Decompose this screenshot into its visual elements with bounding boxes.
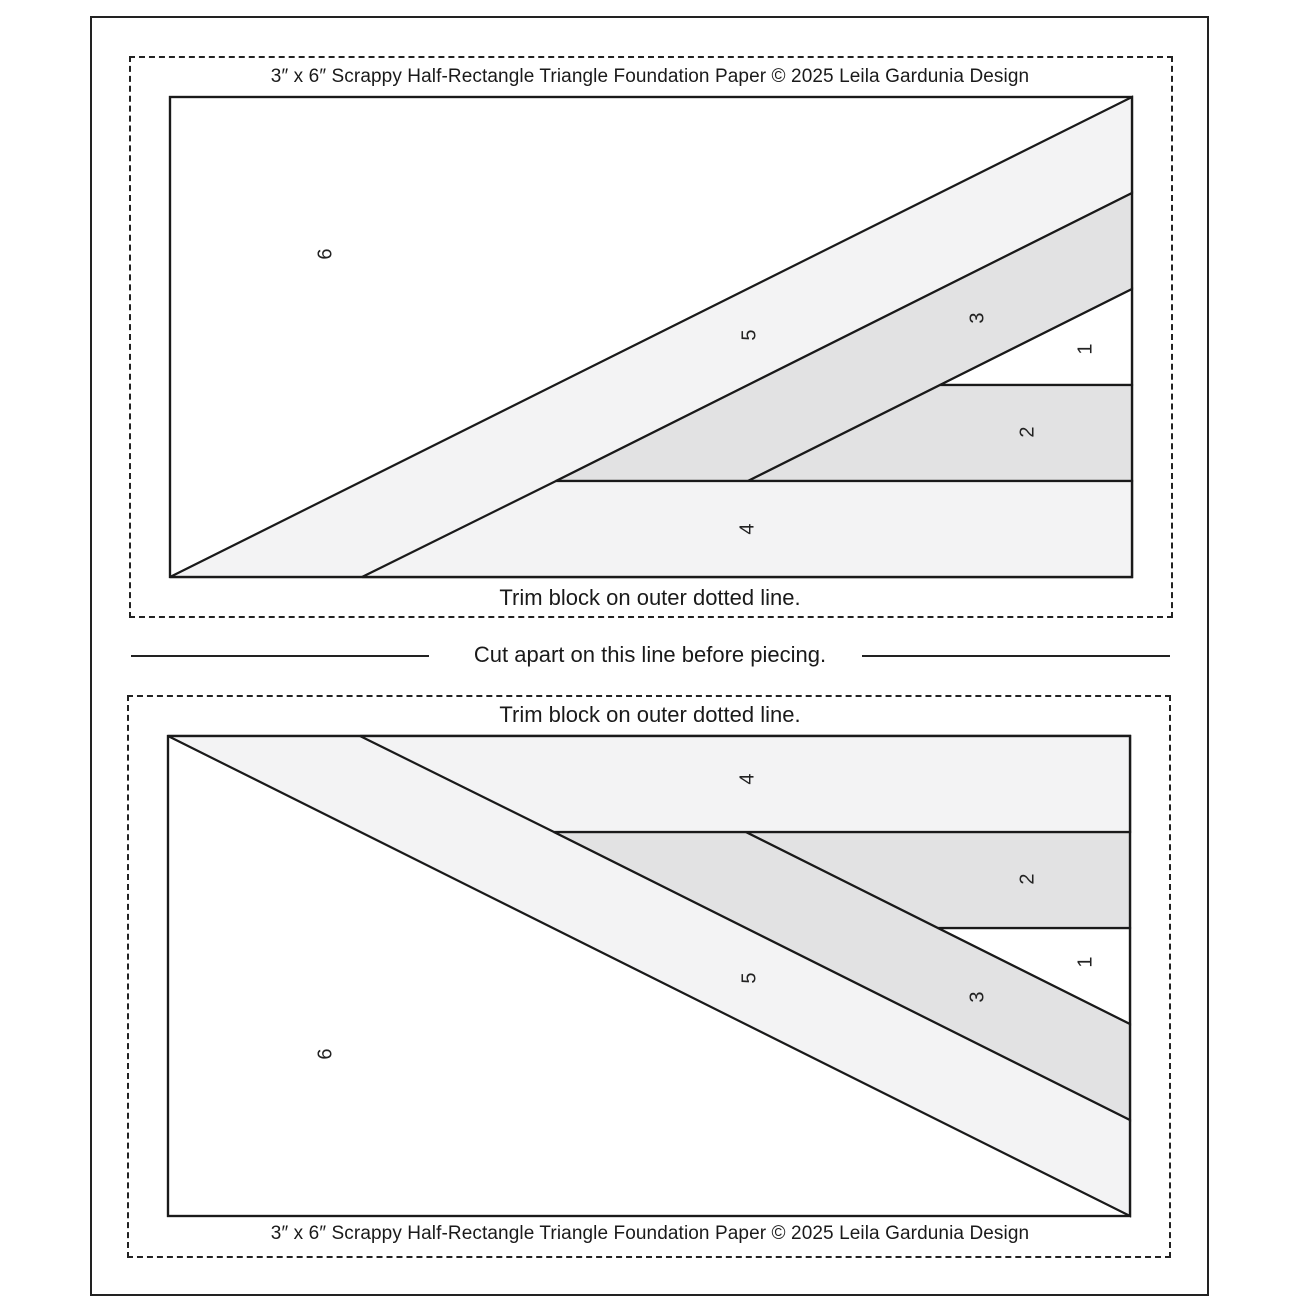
top-pattern-header: 3″ x 6″ Scrappy Half-Rectangle Triangle Foundation Paper © 2025 Leila Gardunia Design (270, 66, 1030, 87)
bottom-number-2: 2 (1016, 873, 1039, 885)
top-trim-note: Trim block on outer dotted line. (499, 585, 801, 610)
bottom-number-6: 6 (314, 1048, 337, 1060)
bottom-trim-note: Trim block on outer dotted line. (499, 702, 801, 727)
bottom-number-5: 5 (738, 972, 761, 984)
cut-line-right (862, 655, 1170, 657)
bottom-number-1: 1 (1074, 956, 1097, 968)
top-number-4: 4 (736, 523, 759, 535)
bottom-trim-dotted-line (127, 695, 1171, 1258)
cut-instruction: Cut apart on this line before piecing. (473, 642, 827, 667)
bottom-pattern-footer: 3″ x 6″ Scrappy Half-Rectangle Triangle Foundation Paper © 2025 Leila Gardunia Design (270, 1223, 1030, 1244)
top-number-2: 2 (1016, 426, 1039, 438)
top-number-6: 6 (314, 248, 337, 260)
top-number-1: 1 (1074, 343, 1097, 355)
top-number-3: 3 (966, 312, 989, 324)
bottom-number-4: 4 (736, 773, 759, 785)
bottom-number-3: 3 (966, 991, 989, 1003)
top-number-5: 5 (738, 329, 761, 341)
